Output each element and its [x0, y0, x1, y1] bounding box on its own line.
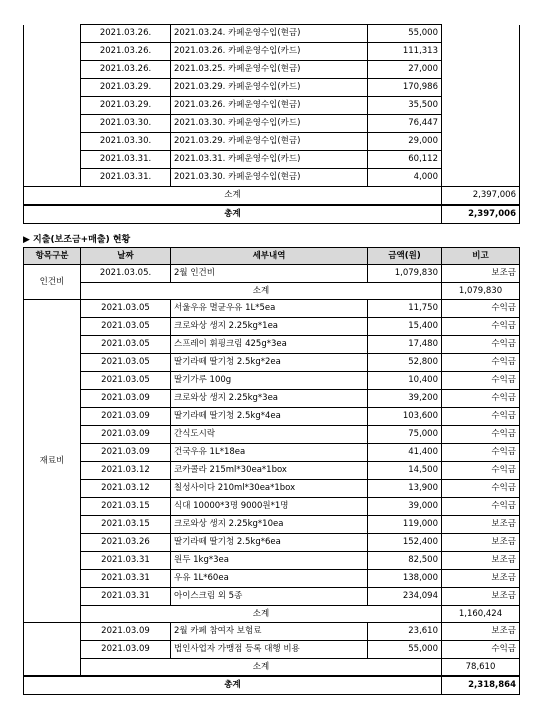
row-desc: 2021.03.29. 카페운영수입(카드) — [171, 79, 368, 97]
expense-table-body — [24, 265, 520, 695]
row-date: 2021.03.05 — [81, 336, 171, 354]
row-date: 2021.03.09 — [81, 641, 171, 659]
row-note: 수익금 — [442, 426, 520, 444]
table-row — [24, 265, 520, 283]
table-row — [24, 462, 520, 480]
grand-total-label: 총계 — [24, 676, 442, 695]
table-row — [24, 115, 520, 133]
subtotal-label: 소계 — [81, 659, 442, 677]
subtotal-label: 소계 — [81, 283, 442, 300]
expense-section-title: ▶ 지출(보조금+매출) 현황 — [23, 235, 131, 245]
row-amount: 11,750 — [368, 300, 442, 318]
table-row — [24, 534, 520, 552]
row-date: 2021.03.12 — [81, 480, 171, 498]
header-amount: 금액(원) — [368, 248, 442, 265]
row-amount: 75,000 — [368, 426, 442, 444]
row-amount: 234,094 — [368, 588, 442, 606]
table-row — [24, 372, 520, 390]
row-desc: 딸기라떼 딸기청 2.5kg*4ea — [171, 408, 368, 426]
row-amount: 41,400 — [368, 444, 442, 462]
table-row — [24, 318, 520, 336]
table-row — [24, 444, 520, 462]
blank-cell — [24, 115, 81, 133]
blank-cell — [24, 133, 81, 151]
row-date: 2021.03.30. — [81, 133, 171, 151]
row-desc: 딸기라떼 딸기청 2.5kg*2ea — [171, 354, 368, 372]
subtotal-row — [24, 283, 520, 300]
row-desc: 2021.03.31. 카페운영수입(카드) — [171, 151, 368, 169]
row-date: 2021.03.09 — [81, 623, 171, 641]
expense-table — [23, 247, 520, 695]
row-desc: 스프레이 휘핑크림 425g*3ea — [171, 336, 368, 354]
row-amount: 10,400 — [368, 372, 442, 390]
row-desc: 2월 인건비 — [171, 265, 368, 283]
table-row — [24, 516, 520, 534]
row-desc: 아이스크림 외 5종 — [171, 588, 368, 606]
row-amount: 35,500 — [368, 97, 442, 115]
row-date: 2021.03.31 — [81, 570, 171, 588]
blank-cell — [442, 151, 520, 169]
row-amount: 15,400 — [368, 318, 442, 336]
row-desc: 크로와상 생지 2.25kg*10ea — [171, 516, 368, 534]
subtotal-label: 소계 — [81, 606, 442, 623]
row-note: 수익금 — [442, 444, 520, 462]
subtotal-value: 1,160,424 — [442, 606, 520, 623]
row-amount: 138,000 — [368, 570, 442, 588]
table-row — [24, 133, 520, 151]
table-row — [24, 169, 520, 187]
blank-cell — [442, 61, 520, 79]
row-amount: 1,079,830 — [368, 265, 442, 283]
table-row — [24, 588, 520, 606]
row-date: 2021.03.31 — [81, 588, 171, 606]
row-note: 보조금 — [442, 534, 520, 552]
row-desc: 2021.03.30. 카페운영수입(현금) — [171, 169, 368, 187]
table-row — [24, 552, 520, 570]
income-table — [23, 24, 520, 224]
row-desc: 크로와상 생지 2.25kg*1ea — [171, 318, 368, 336]
row-note: 보조금 — [442, 552, 520, 570]
blank-cell — [24, 169, 81, 187]
row-amount: 52,800 — [368, 354, 442, 372]
row-desc: 건국우유 1L*18ea — [171, 444, 368, 462]
row-note: 수익금 — [442, 372, 520, 390]
table-row — [24, 408, 520, 426]
table-row — [24, 354, 520, 372]
row-amount: 119,000 — [368, 516, 442, 534]
row-desc: 원두 1kg*3ea — [171, 552, 368, 570]
blank-cell — [442, 169, 520, 187]
total-row — [24, 205, 520, 224]
row-desc: 식대 10000*3명 9000원*1명 — [171, 498, 368, 516]
row-desc: 2021.03.29. 카페운영수입(현금) — [171, 133, 368, 151]
row-amount: 39,200 — [368, 390, 442, 408]
row-date: 2021.03.29. — [81, 79, 171, 97]
row-desc: 칠성사이다 210ml*30ea*1box — [171, 480, 368, 498]
table-row — [24, 25, 520, 43]
header-note: 비고 — [442, 248, 520, 265]
row-date: 2021.03.26. — [81, 25, 171, 43]
row-desc: 2021.03.26. 카페운영수입(카드) — [171, 43, 368, 61]
row-note: 수익금 — [442, 480, 520, 498]
subtotal-value: 1,079,830 — [442, 283, 520, 300]
row-date: 2021.03.31. — [81, 151, 171, 169]
table-row — [24, 426, 520, 444]
row-amount: 82,500 — [368, 552, 442, 570]
row-date: 2021.03.09 — [81, 444, 171, 462]
total-label: 총계 — [24, 205, 442, 224]
subtotal-value: 2,397,006 — [442, 187, 520, 206]
row-amount: 55,000 — [368, 641, 442, 659]
row-date: 2021.03.05. — [81, 265, 171, 283]
row-desc: 법인사업자 가맹점 등록 대행 비용 — [171, 641, 368, 659]
row-desc: 서울우유 멸균우유 1L*5ea — [171, 300, 368, 318]
row-desc: 코카콜라 215ml*30ea*1box — [171, 462, 368, 480]
row-amount: 4,000 — [368, 169, 442, 187]
subtotal-label: 소계 — [24, 187, 442, 206]
row-desc: 우유 1L*60ea — [171, 570, 368, 588]
total-value: 2,397,006 — [442, 205, 520, 224]
header-date: 날짜 — [81, 248, 171, 265]
row-desc: 간식도시락 — [171, 426, 368, 444]
row-date: 2021.03.05 — [81, 354, 171, 372]
blank-cell — [442, 133, 520, 151]
row-desc: 2021.03.24. 카페운영수입(현금) — [171, 25, 368, 43]
row-note: 보조금 — [442, 588, 520, 606]
category-cell — [24, 623, 81, 677]
row-desc: 2월 카페 참여자 보험료 — [171, 623, 368, 641]
subtotal-row — [24, 187, 520, 206]
category-cell: 재료비 — [24, 300, 81, 623]
row-note: 보조금 — [442, 623, 520, 641]
row-desc: 딸기라떼 딸기청 2.5kg*6ea — [171, 534, 368, 552]
row-date: 2021.03.05 — [81, 318, 171, 336]
blank-cell — [442, 97, 520, 115]
subtotal-value: 78,610 — [442, 659, 520, 677]
subtotal-row — [24, 606, 520, 623]
row-amount: 29,000 — [368, 133, 442, 151]
blank-cell — [24, 79, 81, 97]
row-amount: 14,500 — [368, 462, 442, 480]
row-amount: 23,610 — [368, 623, 442, 641]
grand-total-value: 2,318,864 — [442, 676, 520, 695]
row-date: 2021.03.31 — [81, 552, 171, 570]
subtotal-row — [24, 659, 520, 677]
table-row — [24, 61, 520, 79]
row-desc: 딸기가루 100g — [171, 372, 368, 390]
row-date: 2021.03.09 — [81, 426, 171, 444]
row-note: 수익금 — [442, 336, 520, 354]
blank-cell — [24, 97, 81, 115]
row-note: 보조금 — [442, 265, 520, 283]
row-note: 수익금 — [442, 641, 520, 659]
table-row — [24, 623, 520, 641]
table-row — [24, 79, 520, 97]
table-row — [24, 151, 520, 169]
row-date: 2021.03.26. — [81, 61, 171, 79]
row-desc: 2021.03.26. 카페운영수입(현금) — [171, 97, 368, 115]
row-desc: 2021.03.25. 카페운영수입(현금) — [171, 61, 368, 79]
row-date: 2021.03.26. — [81, 43, 171, 61]
table-row — [24, 641, 520, 659]
table-row — [24, 97, 520, 115]
blank-cell — [442, 115, 520, 133]
row-note: 수익금 — [442, 354, 520, 372]
table-row — [24, 390, 520, 408]
row-amount: 17,480 — [368, 336, 442, 354]
blank-cell — [442, 43, 520, 61]
row-note: 수익금 — [442, 498, 520, 516]
row-date: 2021.03.31. — [81, 169, 171, 187]
row-amount: 152,400 — [368, 534, 442, 552]
header-desc: 세부내역 — [171, 248, 368, 265]
grand-total-row — [24, 676, 520, 695]
row-note: 수익금 — [442, 408, 520, 426]
blank-cell — [24, 61, 81, 79]
row-date: 2021.03.12 — [81, 462, 171, 480]
row-note: 수익금 — [442, 318, 520, 336]
blank-cell — [24, 25, 81, 43]
row-amount: 103,600 — [368, 408, 442, 426]
header-category: 항목구분 — [24, 248, 81, 265]
table-row — [24, 300, 520, 318]
row-date: 2021.03.26 — [81, 534, 171, 552]
row-date: 2021.03.05 — [81, 372, 171, 390]
row-date: 2021.03.09 — [81, 408, 171, 426]
category-cell: 인건비 — [24, 265, 81, 300]
blank-cell — [24, 151, 81, 169]
row-amount: 111,313 — [368, 43, 442, 61]
row-desc: 2021.03.30. 카페운영수입(카드) — [171, 115, 368, 133]
table-row — [24, 43, 520, 61]
row-amount: 55,000 — [368, 25, 442, 43]
income-table-body — [24, 25, 520, 224]
row-date: 2021.03.29. — [81, 97, 171, 115]
row-note: 수익금 — [442, 300, 520, 318]
blank-cell — [442, 79, 520, 97]
row-amount: 27,000 — [368, 61, 442, 79]
row-amount: 76,447 — [368, 115, 442, 133]
row-note: 보조금 — [442, 570, 520, 588]
row-desc: 크로와상 생지 2.25kg*3ea — [171, 390, 368, 408]
table-row — [24, 498, 520, 516]
table-row — [24, 570, 520, 588]
row-amount: 13,900 — [368, 480, 442, 498]
blank-cell — [24, 43, 81, 61]
row-note: 수익금 — [442, 390, 520, 408]
table-row — [24, 480, 520, 498]
table-row — [24, 336, 520, 354]
row-note: 보조금 — [442, 516, 520, 534]
row-date: 2021.03.05 — [81, 300, 171, 318]
row-date: 2021.03.15 — [81, 516, 171, 534]
row-date: 2021.03.09 — [81, 390, 171, 408]
row-amount: 60,112 — [368, 151, 442, 169]
row-amount: 39,000 — [368, 498, 442, 516]
row-note: 수익금 — [442, 462, 520, 480]
row-amount: 170,986 — [368, 79, 442, 97]
row-date: 2021.03.30. — [81, 115, 171, 133]
expense-header-row — [24, 248, 520, 265]
row-date: 2021.03.15 — [81, 498, 171, 516]
blank-cell — [442, 25, 520, 43]
